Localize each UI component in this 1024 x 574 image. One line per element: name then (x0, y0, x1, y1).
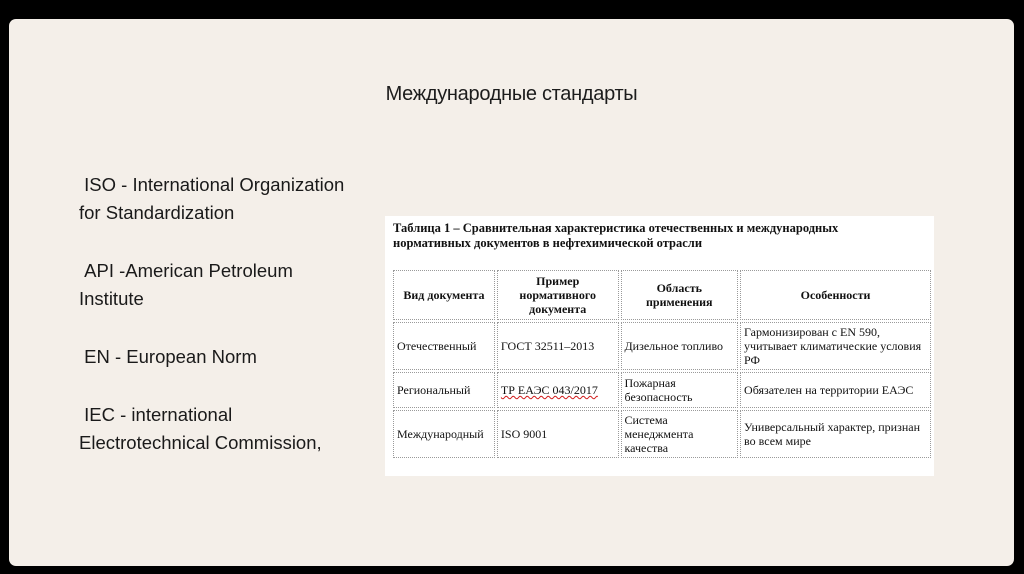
standards-list (79, 171, 379, 487)
table-cell: ISO 9001 (497, 410, 619, 458)
table-row (393, 372, 931, 408)
comparison-table (391, 268, 933, 460)
table-cell: Отечественный (393, 322, 495, 370)
table-row (393, 322, 931, 370)
spellcheck-underlined-text: ТР ЕАЭС 043/2017 (500, 383, 598, 397)
table-header-row (393, 270, 931, 320)
comparison-table-image (385, 216, 934, 476)
table-row (393, 410, 931, 458)
table-cell: Обязателен на территории ЕАЭС (740, 372, 931, 408)
header-example: Пример нормативного документа (497, 270, 619, 320)
standard-item-iec: IEC - international Electrotechnical Commission, (79, 404, 322, 453)
table-cell: Универсальный характер, признан во всем мире (740, 410, 931, 458)
table-cell: Международный (393, 410, 495, 458)
table-cell: Система менеджмента качества (621, 410, 739, 458)
header-features: Особенности (740, 270, 931, 320)
header-scope: Область применения (621, 270, 739, 320)
standard-item-api: API -American Petroleum Institute (79, 260, 293, 309)
slide-title: Международные стандарты (385, 83, 638, 105)
standard-item-en: EN - European Norm (79, 346, 257, 367)
table-cell: ГОСТ 32511–2013 (497, 322, 619, 370)
standard-item-iso: ISO - International Organization for Standardization (79, 174, 345, 223)
table-caption: Таблица 1 – Сравнительная характеристика отечественных и международных нормативных документов в нефтехимической отрасли (393, 221, 839, 250)
table-cell (497, 372, 619, 408)
table-cell: Дизельное топливо (621, 322, 739, 370)
table-cell: Пожарная безопасность (621, 372, 739, 408)
header-doc-type: Вид документа (393, 270, 495, 320)
table-cell: Региональный (393, 372, 495, 408)
table-cell: Гармонизирован с EN 590, учитывает климатические условия РФ (740, 322, 931, 370)
